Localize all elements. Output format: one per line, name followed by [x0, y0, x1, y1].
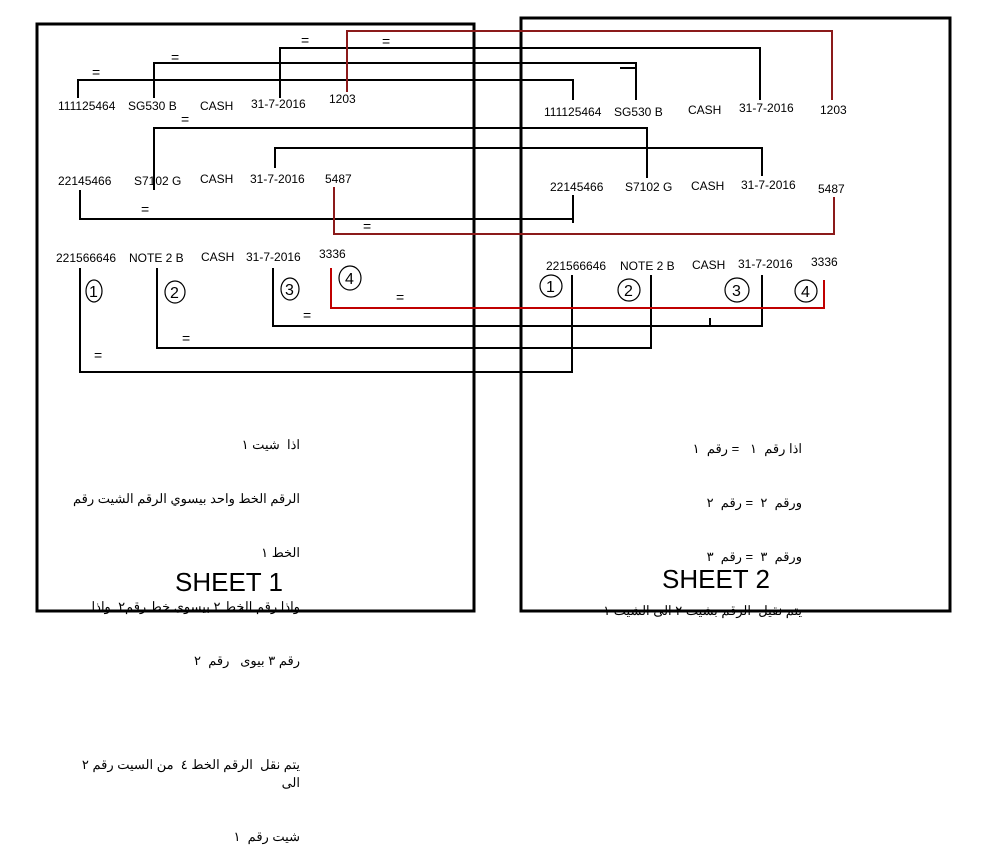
s1-r1-date: 31-7-2016 — [251, 97, 306, 111]
s2-marker-4: 4 — [801, 284, 810, 301]
equals-sign: = — [141, 201, 150, 217]
equals-sign: = — [301, 32, 310, 48]
s1-r1-account: 111125464 — [58, 99, 116, 113]
sheet2-markers — [540, 275, 817, 302]
sheet1-note-line: الخط ١ — [261, 545, 300, 560]
equals-sign: = — [92, 64, 101, 80]
sheet1-rows — [56, 92, 356, 265]
sheet2-rows — [544, 101, 847, 273]
s2-r3-code: NOTE 2 B — [620, 259, 675, 273]
equals-sign: = — [181, 111, 190, 127]
s1-r2-type: CASH — [200, 172, 234, 186]
sheet2-note-line: ورقم ٣ = رقم ٣ — [706, 549, 802, 564]
sheet2-note-line: ورقم ٢ = رقم ٢ — [706, 495, 802, 510]
s2-marker-2: 2 — [624, 283, 633, 300]
sheet1-markers — [86, 266, 361, 303]
s2-r2-number: 5487 — [818, 182, 845, 196]
equals-signs — [92, 32, 404, 363]
s1-marker-3: 3 — [285, 282, 294, 299]
equals-sign: = — [363, 218, 372, 234]
sheet1-note-line: واذا رقم الخط ٢ بيسوى خط رقم٢ واذا — [91, 599, 300, 614]
sheet1-note-line: اذا شيت ١ — [241, 437, 300, 452]
s2-r3-date: 31-7-2016 — [738, 257, 793, 271]
sheet1-title: SHEET 1 — [175, 567, 283, 597]
sheet2-note — [582, 404, 802, 638]
s2-r1-code: SG530 B — [614, 105, 663, 119]
s2-r3-type: CASH — [692, 258, 726, 272]
sheet1-note-line: الرقم الخط واحد بيسوي الرقم الشيت رقم — [73, 491, 300, 506]
s2-r1-type: CASH — [688, 103, 722, 117]
sheet2-note-line: يتم نقيل الرقم بشيت ٢ الى الشيت ١ — [603, 603, 802, 618]
sheet1-note-line: رقم ٣ بيوى رقم ٢ — [194, 653, 300, 668]
s1-r2-date: 31-7-2016 — [250, 172, 305, 186]
s2-marker-3: 3 — [732, 283, 741, 300]
s1-marker-1: 1 — [89, 284, 98, 301]
s2-marker-1: 1 — [546, 279, 555, 296]
equals-sign: = — [303, 307, 312, 323]
s1-r1-code: SG530 B — [128, 99, 177, 113]
s1-r3-number: 3336 — [319, 247, 346, 261]
black-connectors — [78, 48, 762, 372]
s2-r2-account: 22145466 — [550, 180, 604, 194]
equals-sign: = — [94, 347, 103, 363]
equals-sign: = — [182, 330, 191, 346]
sheet1-note-line — [60, 706, 300, 720]
s1-marker-2: 2 — [170, 285, 179, 302]
s1-r3-type: CASH — [201, 250, 235, 264]
s1-r3-date: 31-7-2016 — [246, 250, 301, 264]
s1-r3-account: 221566646 — [56, 251, 117, 265]
sheet1-note-line: شيت رقم ١ — [233, 829, 300, 844]
s2-r3-number: 3336 — [811, 255, 838, 269]
s2-r1-number: 1203 — [820, 103, 847, 117]
sheet1-note — [60, 400, 300, 864]
s1-r2-code: S7102 G — [134, 174, 182, 188]
equals-sign: = — [382, 33, 391, 49]
s2-r2-code: S7102 G — [625, 180, 673, 194]
s2-r2-date: 31-7-2016 — [741, 178, 796, 192]
s1-r2-account: 22145466 — [58, 174, 112, 188]
s1-r1-number: 1203 — [329, 92, 356, 106]
s1-r2-number: 5487 — [325, 172, 352, 186]
s1-marker-4: 4 — [345, 271, 354, 288]
sheet2-note-line: اذا رقم ١ = رقم ١ — [692, 441, 802, 456]
equals-sign: = — [171, 49, 180, 65]
s1-r1-type: CASH — [200, 99, 234, 113]
s2-r3-account: 221566646 — [546, 259, 607, 273]
s2-r1-date: 31-7-2016 — [739, 101, 794, 115]
s2-r1-account: 111125464 — [544, 105, 602, 119]
s2-r2-type: CASH — [691, 179, 725, 193]
sheet1-note-line: يتم نقل الرقم الخط ٤ من السيت رقم ٢ الى — [78, 757, 300, 790]
s1-r3-code: NOTE 2 B — [129, 251, 184, 265]
sheet2-title: SHEET 2 — [662, 564, 770, 594]
equals-sign: = — [396, 289, 405, 305]
